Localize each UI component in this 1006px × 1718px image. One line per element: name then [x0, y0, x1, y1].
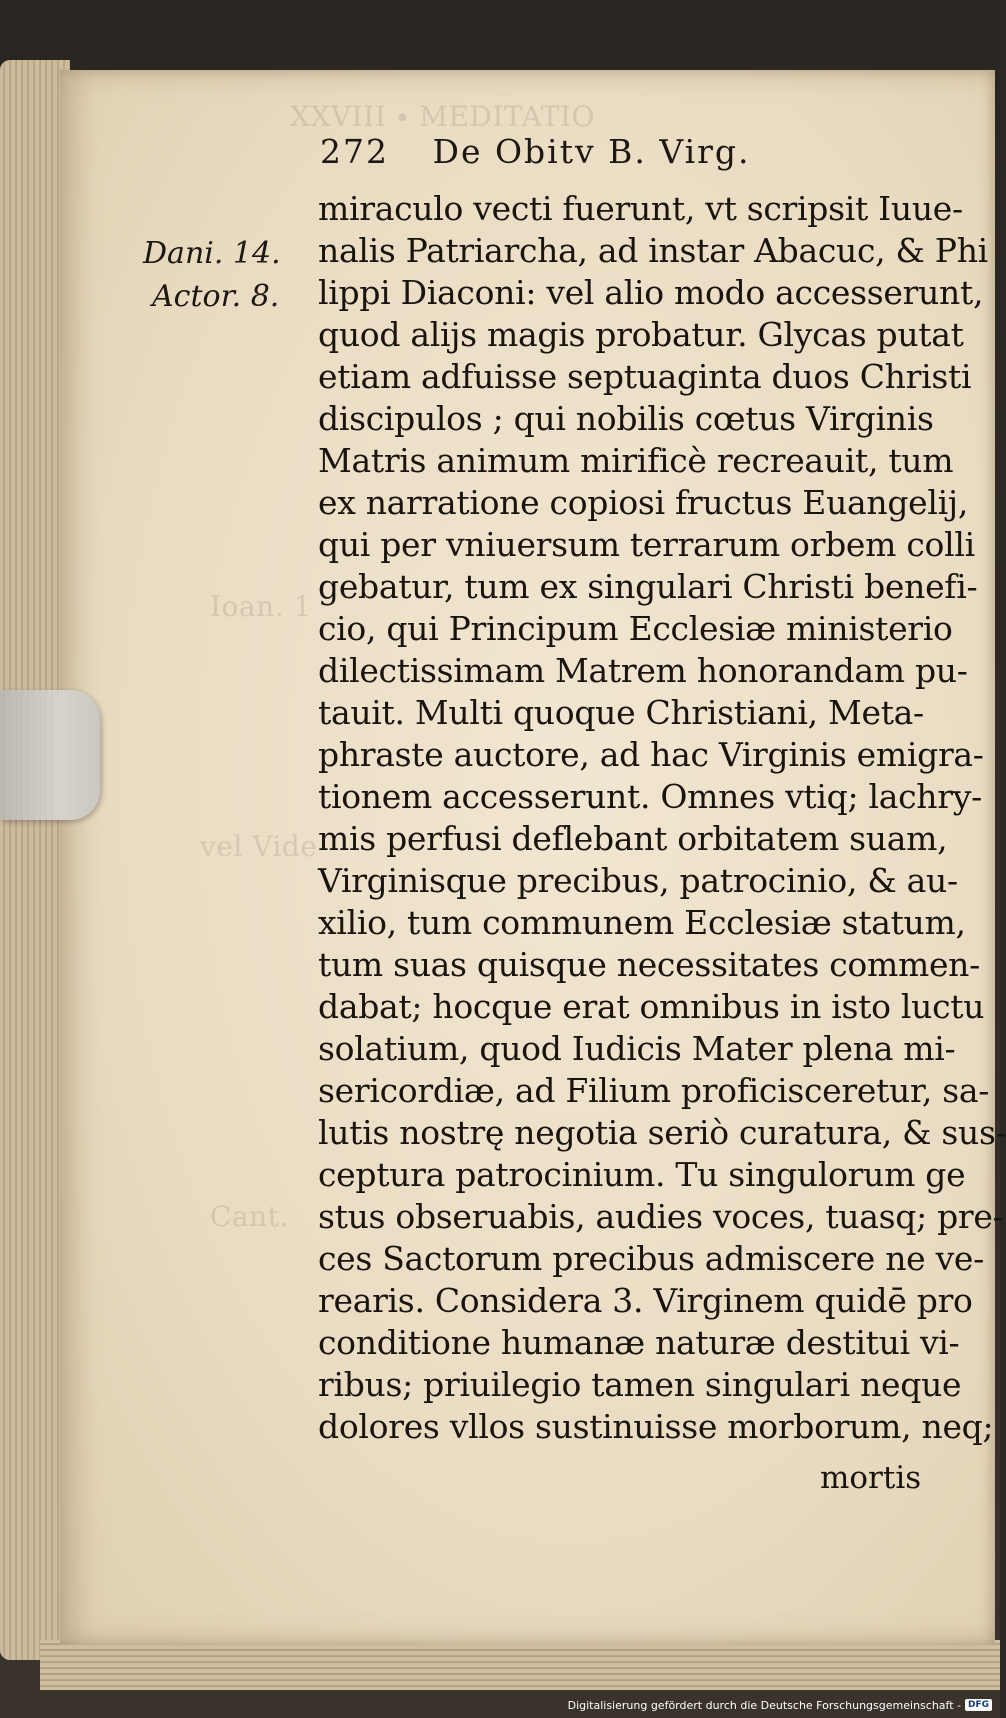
- body-text: [318, 188, 1006, 1448]
- credit-text: Digitalisierung gefördert durch die Deutsche Forschungsgemeinschaft -: [567, 1698, 961, 1712]
- running-head-title: De Obitv B. Virg.: [432, 132, 751, 171]
- text-line: qui per vniuersum terrarum orbem colli: [318, 525, 975, 564]
- text-line: rearis. Considera 3. Virginem quidē pro: [318, 1281, 973, 1320]
- text-line: conditione humanæ naturæ destitui vi-: [318, 1323, 960, 1362]
- margin-note: Dani. 14.: [143, 236, 281, 271]
- text-line: Virginisque precibus, patrocinio, & au-: [318, 861, 958, 900]
- bleed-through: Cant.: [210, 1200, 289, 1233]
- text-line: ex narratione copiosi fructus Euangelij,: [318, 483, 969, 522]
- text-line: Matris animum mirificè recreauit, tum: [318, 441, 954, 480]
- text-line: cio, qui Principum Ecclesiæ ministerio: [318, 609, 953, 648]
- margin-note: Actor. 8.: [152, 279, 280, 314]
- text-line: sericordiæ, ad Filium proficisceretur, sa-: [318, 1071, 990, 1110]
- text-line: tionem accesserunt. Omnes vtiq; lachry-: [318, 777, 982, 816]
- text-line: dilectissimam Matrem honorandam pu-: [318, 651, 968, 690]
- running-header: [320, 132, 920, 172]
- text-line: ces Sactorum precibus admiscere ne ve-: [318, 1239, 984, 1278]
- page-clip-tab: [0, 690, 100, 820]
- text-line: tum suas quisque necessitates commen-: [318, 945, 980, 984]
- text-line: phraste auctore, ad hac Virginis emigra-: [318, 735, 984, 774]
- text-line: discipulos ; qui nobilis cœtus Virginis: [318, 399, 934, 438]
- text-line: gebatur, tum ex singulari Christi benefi-: [318, 567, 978, 606]
- bottom-page-edges: [40, 1640, 1000, 1690]
- text-line: xilio, tum communem Ecclesiæ statum,: [318, 903, 966, 942]
- catchword: mortis: [820, 1460, 922, 1496]
- text-line: ceptura patrocinium. Tu singulorum ge: [318, 1155, 966, 1194]
- text-line: lutis nostrę negotia seriò curatura, & sus-: [318, 1113, 1006, 1152]
- bleed-through: vel Vide: [200, 830, 318, 863]
- bleed-through: XXVIII ∙ MEDITATIO: [290, 100, 595, 133]
- text-line: miraculo vecti fuerunt, vt scripsit Iuue-: [318, 189, 963, 228]
- text-line: lippi Diaconi: vel alio modo accesserunt,: [318, 273, 984, 312]
- text-line: quod alijs magis probatur. Glycas putat: [318, 315, 964, 354]
- page-number: 272: [320, 132, 389, 171]
- text-line: stus obseruabis, audies voces, tuasq; pre-: [318, 1197, 1004, 1236]
- text-line: dabat; hocque erat omnibus in isto luctu: [318, 987, 985, 1026]
- bleed-through: Ioan. 1: [210, 590, 312, 623]
- text-line: mis perfusi deflebant orbitatem suam,: [318, 819, 948, 858]
- text-line: solatium, quod Iudicis Mater plena mi-: [318, 1029, 956, 1068]
- text-line: dolores vllos sustinuisse morborum, neq;: [318, 1407, 994, 1446]
- text-line: tauit. Multi quoque Christiani, Meta-: [318, 693, 924, 732]
- text-line: etiam adfuisse septuaginta duos Christi: [318, 357, 972, 396]
- digitization-credit: [568, 1696, 992, 1714]
- text-line: ribus; priuilegio tamen singulari neque: [318, 1365, 962, 1404]
- text-line: nalis Patriarcha, ad instar Abacuc, & Phi: [318, 231, 988, 270]
- dfg-logo: DFG: [965, 1699, 992, 1711]
